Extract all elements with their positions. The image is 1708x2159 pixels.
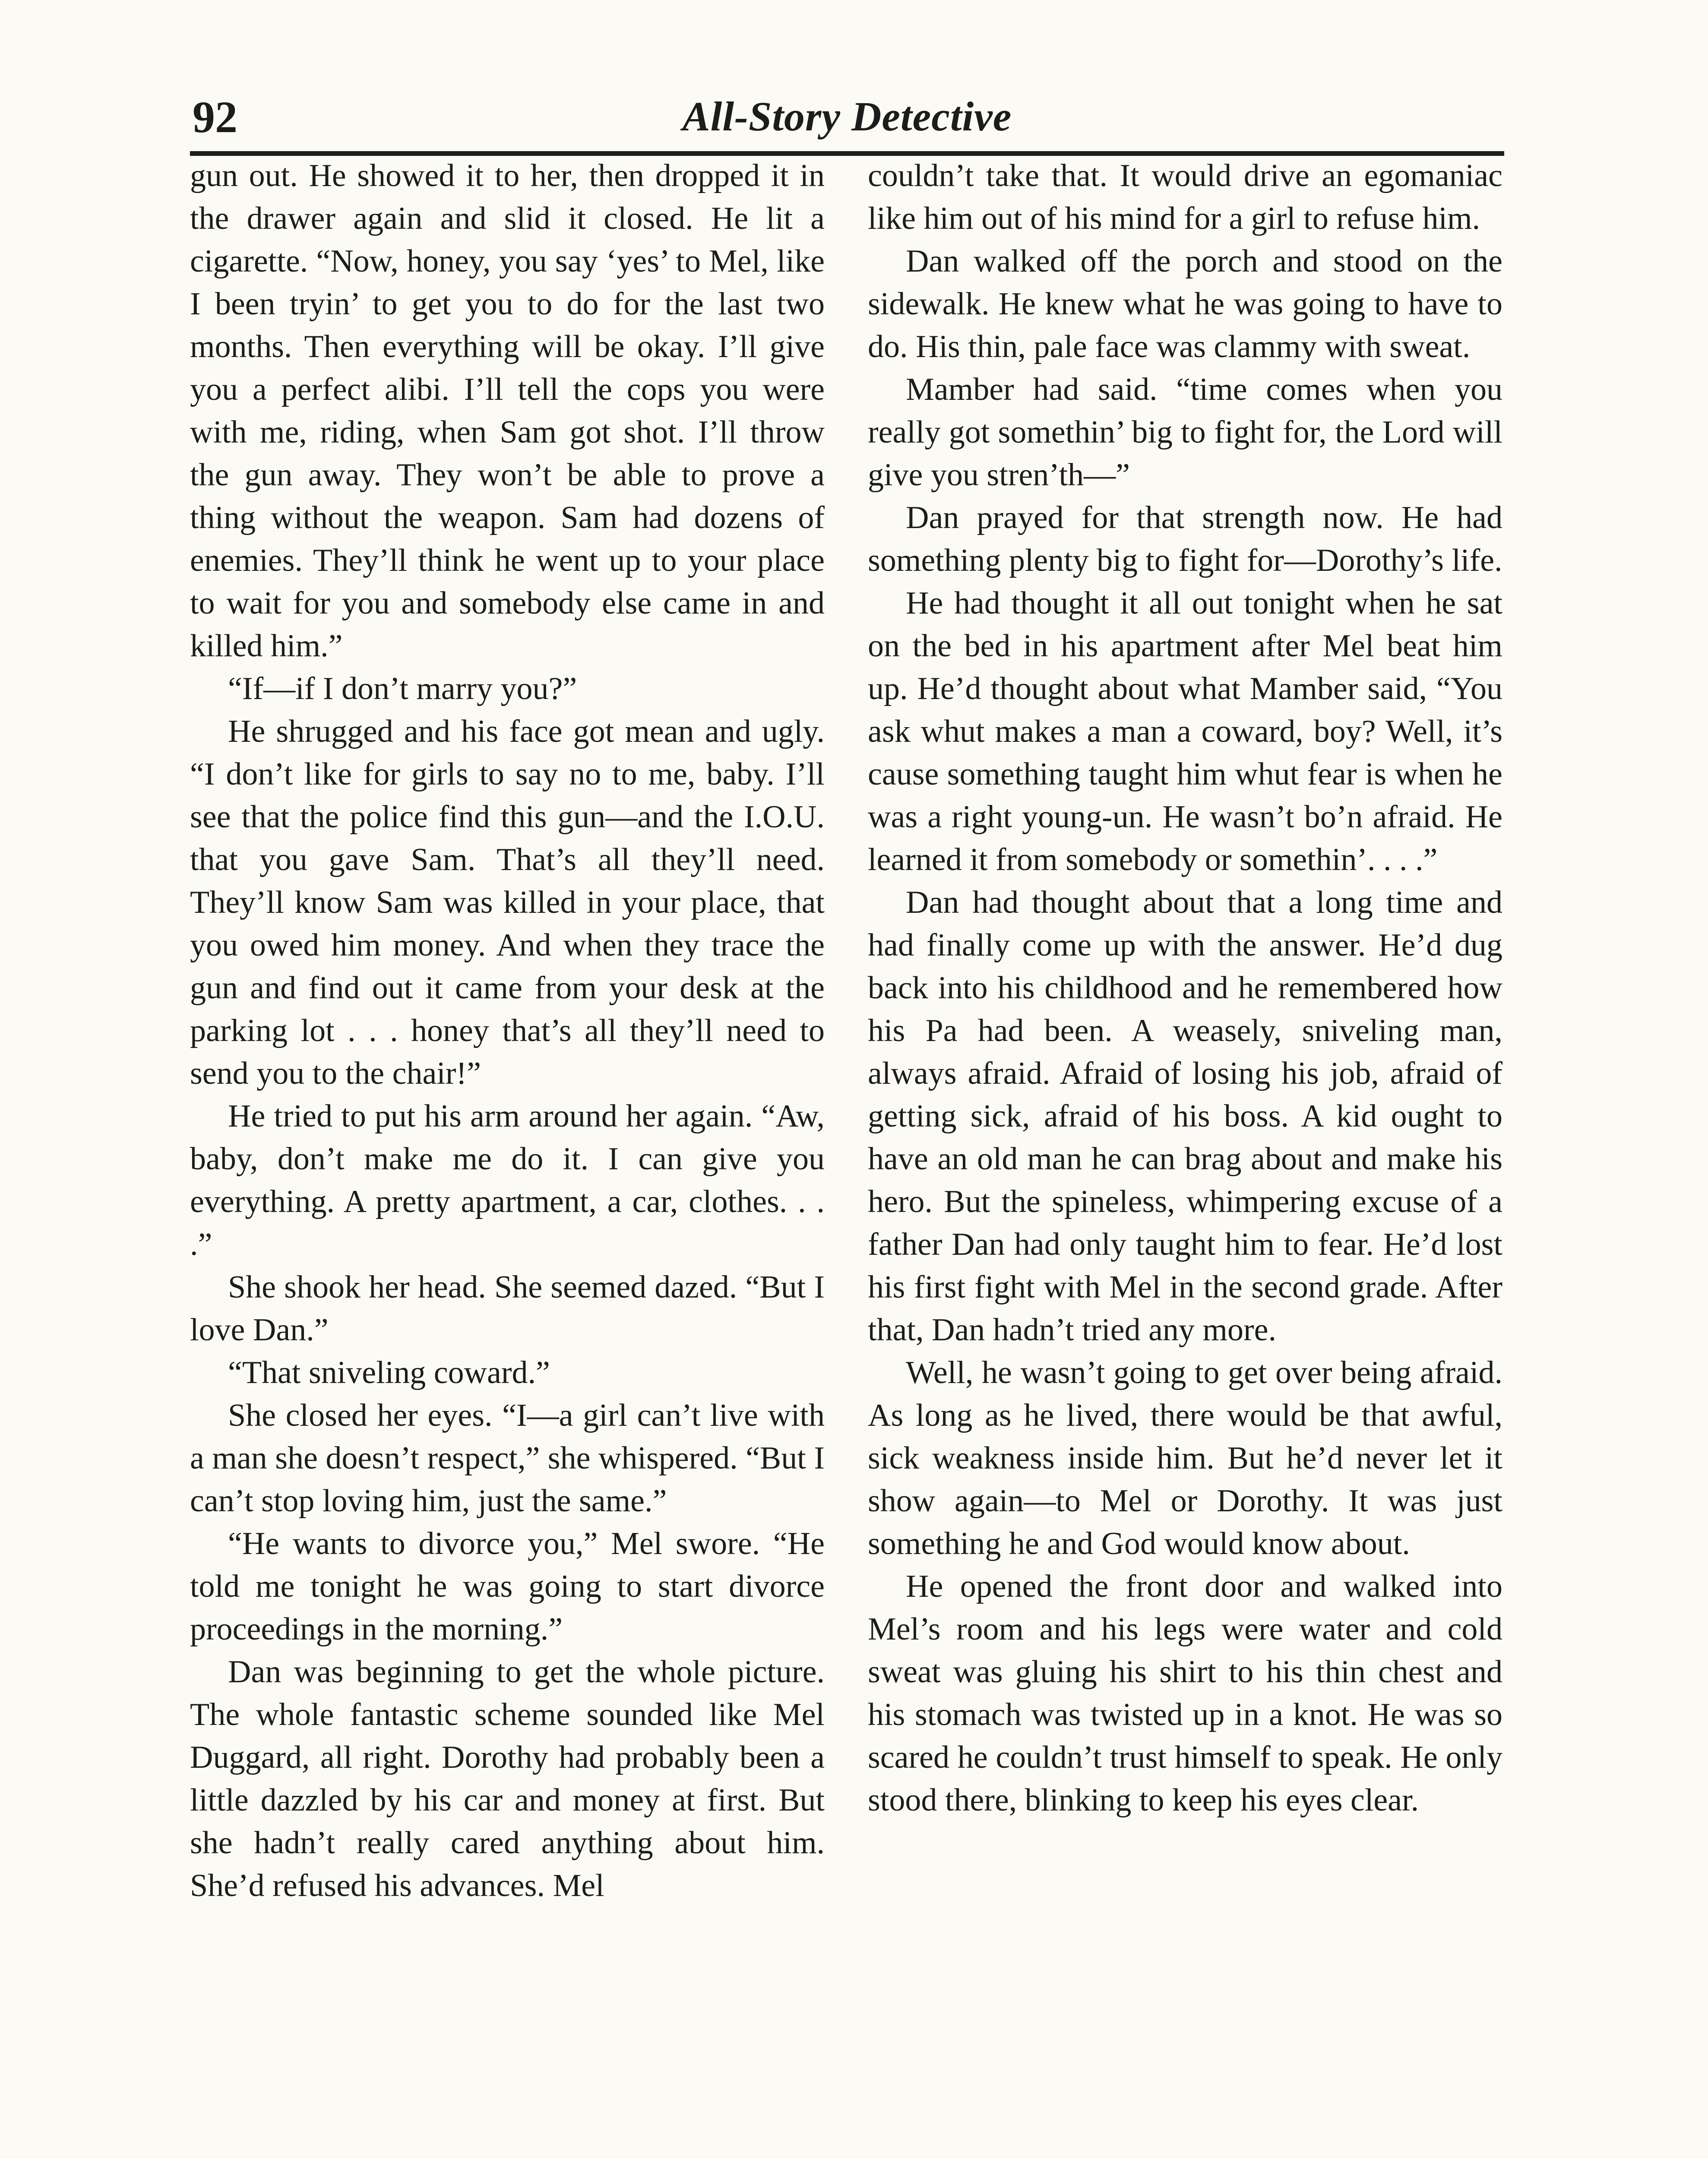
paragraph: “That sniveling coward.” (228, 1355, 550, 1390)
page-number: 92 (193, 92, 237, 142)
paragraph: Mamber had said. “time comes when you really got somethin’ big to fight for, the Lord will give you stren’th—” (868, 372, 1502, 493)
paragraph: Dan had thought about that a long time and had finally come up with the answer. He’d dug back into his childhood and he remembered how his Pa had been. A weasely, sniveling man, always afraid. Afraid of losing his job, afraid of getting sick, afraid of his boss. A kid ought to have an old man he can brag about and make his hero. But the spineless, whimpering excuse of a father Dan had only taught him to fear. He’d lost his first fight with Mel in the second grade. After that, Dan hadn’t tried any more. (868, 885, 1502, 1348)
paragraph: She shook her head. She seemed dazed. “But I love Dan.” (190, 1269, 825, 1348)
paragraph: He had thought it all out tonight when he sat on the bed in his apartment after Mel beat him up. He’d thought about what Mamber said, “You ask whut makes a man a coward, boy? Well, it’s cause something taught him whut fear is when he was a right young-un. He wasn’t bo’n afraid. He learned it from somebody or somethin’. . . .” (868, 586, 1502, 877)
paragraph: Dan prayed for that strength now. He had something plenty big to fight for—Dorothy’s life. (868, 500, 1502, 578)
paragraph: Well, he wasn’t going to get over being afraid. As long as he lived, there would be that awful, sick weakness inside him. But he’d never let it show again—to Mel or Dorothy. It was just something he and God would know about. (868, 1355, 1502, 1561)
page-header (190, 86, 1504, 156)
paragraph: She closed her eyes. “I—a girl can’t live with a man she doesn’t respect,” she whispered. “But I can’t stop loving him, just the same.” (190, 1398, 825, 1519)
paragraph: gun out. He showed it to her, then dropped it in the drawer again and slid it closed. He lit a cigarette. “Now, honey, you say ‘yes’ to Mel, like I been tryin’ to get you to do for the last two months. Then everything will be okay. I’ll give you a perfect alibi. I’ll tell the cops you were with me, riding, when Sam got shot. I’ll throw the gun away. They won’t be able to prove a thing without the weapon. Sam had dozens of enemies. They’ll think he went up to your place to wait for you and somebody else came in and killed him.” (190, 158, 825, 664)
paragraph: “He wants to divorce you,” Mel swore. “He told me tonight he was going to start divorce proceedings in the morning.” (190, 1526, 825, 1647)
paragraph: He shrugged and his face got mean and ugly. “I don’t like for girls to say no to me, baby. I’ll see that the police find this gun—and the I.O.U. that you gave Sam. That’s all they’ll need. They’ll know Sam was killed in your place, that you owed him money. And when they trace the gun and find out it came from your desk at the parking lot . . . honey that’s all they’ll need to send you to the chair!” (190, 714, 825, 1091)
paragraph: He opened the front door and walked into Mel’s room and his legs were water and cold sweat was gluing his shirt to his thin chest and his stomach was twisted up in a knot. He was so scared he couldn’t trust himself to speak. He only stood there, blinking to keep his eyes clear. (868, 1569, 1502, 1818)
left-text-column (190, 155, 825, 1907)
paragraph: He tried to put his arm around her again. “Aw, baby, don’t make me do it. I can give you everything. A pretty apartment, a car, clothes. . . .” (190, 1098, 825, 1262)
magazine-title: All-Story Detective (682, 93, 1012, 139)
paragraph: Dan was beginning to get the whole picture. The whole fantastic scheme sounded like Mel Duggard, all right. Dorothy had probably been a little dazzled by his car and money at first. But she hadn’t really cared anything about him. She’d refused his advances. Mel (190, 1654, 825, 1903)
paragraph: Dan walked off the porch and stood on the sidewalk. He knew what he was going to have to do. His thin, pale face was clammy with sweat. (868, 244, 1502, 364)
paragraph: couldn’t take that. It would drive an egomaniac like him out of his mind for a girl to refuse him. (868, 158, 1502, 236)
paragraph: “If—if I don’t marry you?” (228, 671, 577, 706)
right-text-column (868, 155, 1502, 1822)
